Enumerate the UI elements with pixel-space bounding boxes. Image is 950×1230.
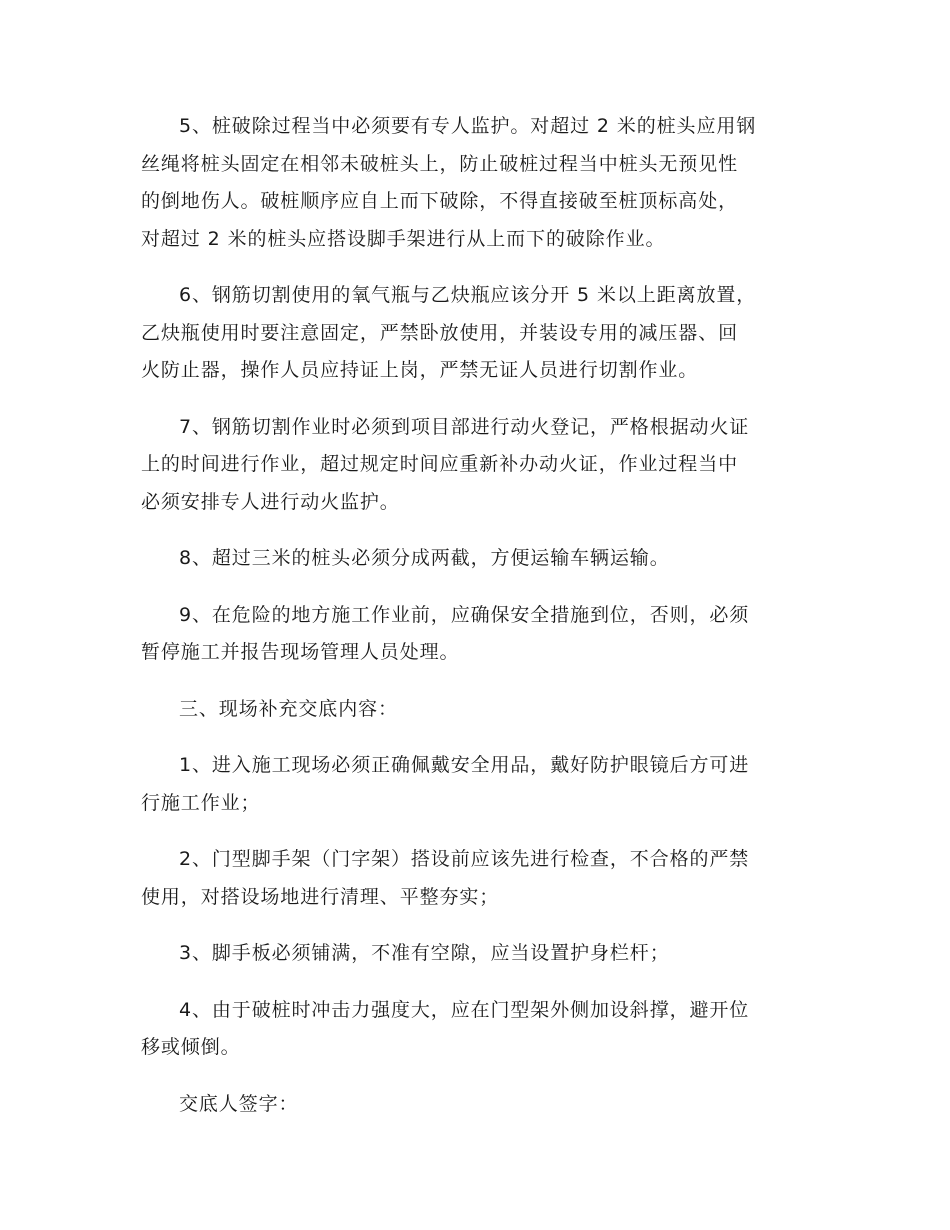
- paragraph: [141, 597, 807, 672]
- paragraph: [141, 1086, 807, 1124]
- paragraph-line: 2、门型脚手架（门字架）搭设前应该先进行检查，不合格的严禁: [179, 848, 750, 870]
- paragraph-line: 上的时间进行作业，超过规定时间应重新补办动火证，作业过程当中: [141, 453, 739, 475]
- paragraph-line: 对超过 2 米的桩头应搭设脚手架进行从上而下的破除作业。: [141, 227, 666, 250]
- paragraph-line: 8、超过三米的桩头必须分成两截，方便运输车辆运输。: [179, 547, 670, 569]
- paragraph: [141, 747, 807, 822]
- paragraph-line: 5、桩破除过程当中必须要有专人监护。对超过 2 米的桩头应用钢: [179, 115, 757, 137]
- paragraph: [141, 691, 807, 729]
- paragraph: [141, 108, 807, 258]
- paragraph-line: 暂停施工并报告现场管理人员处理。: [141, 641, 460, 663]
- paragraph-line: 三、现场补充交底内容：: [179, 697, 398, 720]
- paragraph-line: 使用，对搭设场地进行清理、平整夯实；: [141, 885, 500, 908]
- paragraph-line: 1、进入施工现场必须正确佩戴安全用品，戴好防护眼镜后方可进: [179, 754, 750, 776]
- document-body: [141, 108, 807, 1142]
- paragraph-line: 丝绳将桩头固定在相邻未破桩头上，防止破桩过程当中桩头无预见性: [141, 152, 739, 175]
- paragraph: [141, 841, 807, 916]
- paragraph: [141, 540, 807, 578]
- paragraph-line: 4、由于破桩时冲击力强度大，应在门型架外侧加设斜撑，避开位: [179, 998, 750, 1021]
- paragraph-line: 交底人签字：: [179, 1092, 299, 1115]
- paragraph-line: 的倒地伤人。破桩顺序应自上而下破除，不得直接破至桩顶标高处，: [141, 190, 739, 212]
- paragraph: [141, 935, 807, 973]
- paragraph: [141, 992, 807, 1067]
- paragraph-line: 火防止器，操作人员应持证上岗，严禁无证人员进行切割作业。: [141, 359, 699, 381]
- paragraph: [141, 277, 807, 390]
- paragraph-line: 移或倾倒。: [141, 1036, 241, 1058]
- paragraph: [141, 409, 807, 522]
- paragraph-line: 3、脚手板必须铺满，不准有空隙，应当设置护身栏杆；: [179, 942, 670, 964]
- paragraph-line: 7、钢筋切割作业时必须到项目部进行动火登记，严格根据动火证: [179, 415, 750, 438]
- paragraph-line: 乙炔瓶使用时要注意固定，严禁卧放使用，并装设专用的减压器、回: [141, 321, 739, 344]
- paragraph-line: 9、在危险的地方施工作业前，应确保安全措施到位，否则，必须: [179, 603, 750, 626]
- paragraph-line: 6、钢筋切割使用的氧气瓶与乙炔瓶应该分开 5 米以上距离放置，: [179, 284, 757, 306]
- paragraph-line: 必须安排专人进行动火监护。: [141, 490, 400, 513]
- paragraph-line: 行施工作业；: [141, 791, 261, 814]
